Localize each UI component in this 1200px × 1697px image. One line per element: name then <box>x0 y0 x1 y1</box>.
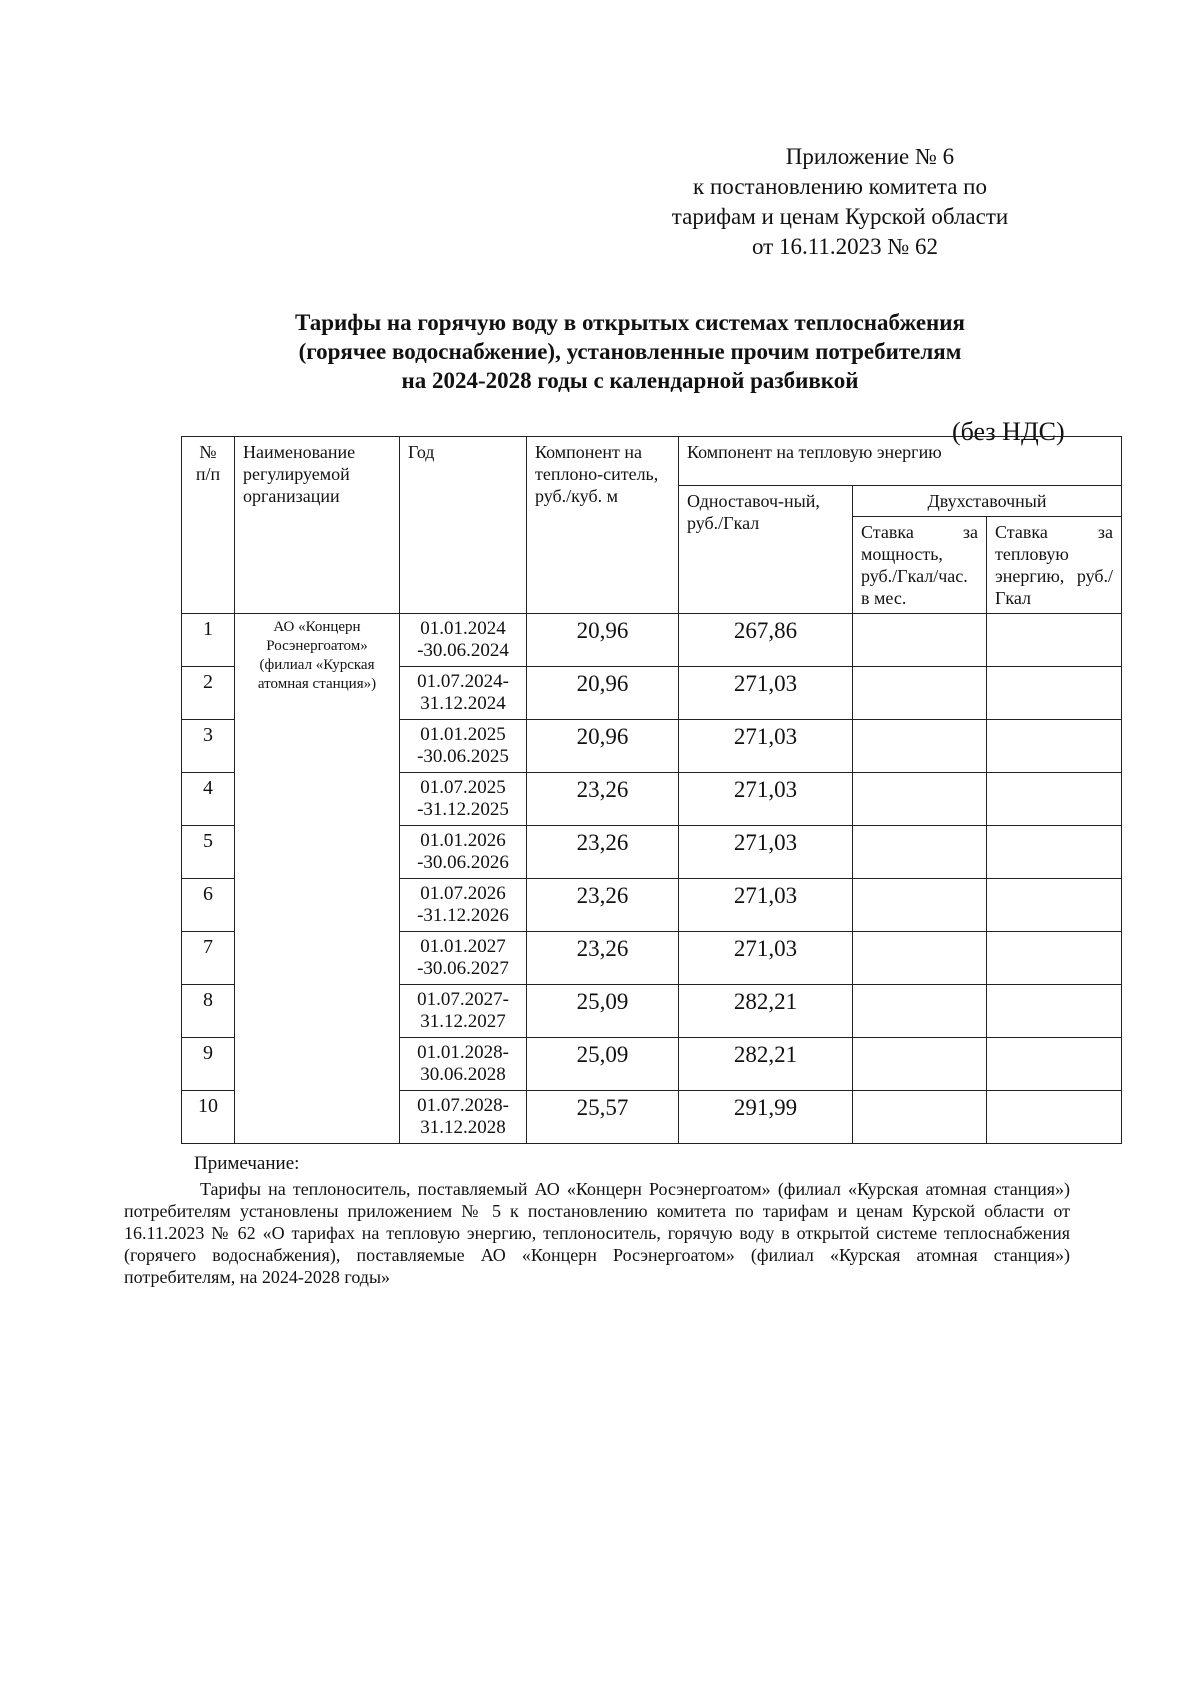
row-energy-rate <box>987 826 1122 879</box>
row-period: 01.07.2028- 31.12.2028 <box>400 1091 527 1144</box>
appendix-ref-line: к постановлению комитета по <box>693 174 987 199</box>
row-carrier: 20,96 <box>527 614 679 667</box>
row-capacity <box>853 667 987 720</box>
row-num: 10 <box>182 1091 235 1144</box>
row-one-rate: 282,21 <box>679 985 853 1038</box>
row-num: 2 <box>182 667 235 720</box>
header-year: Год <box>400 437 527 614</box>
row-one-rate: 271,03 <box>679 932 853 985</box>
row-one-rate: 282,21 <box>679 1038 853 1091</box>
document-title <box>220 308 1040 395</box>
row-carrier: 23,26 <box>527 773 679 826</box>
row-period: 01.01.2024 -30.06.2024 <box>400 614 527 667</box>
row-carrier: 20,96 <box>527 720 679 773</box>
row-capacity <box>853 826 987 879</box>
vat-note: (без НДС) <box>952 417 1065 446</box>
row-period: 01.07.2025 -31.12.2025 <box>400 773 527 826</box>
row-energy-rate <box>987 614 1122 667</box>
row-period: 01.01.2025 -30.06.2025 <box>400 720 527 773</box>
row-num: 1 <box>182 614 235 667</box>
row-one-rate: 267,86 <box>679 614 853 667</box>
row-num: 4 <box>182 773 235 826</box>
row-energy-rate <box>987 720 1122 773</box>
row-period: 01.01.2027 -30.06.2027 <box>400 932 527 985</box>
header-two-rate: Двухставочный <box>853 486 1122 517</box>
row-capacity <box>853 773 987 826</box>
row-capacity <box>853 1038 987 1091</box>
row-num: 6 <box>182 879 235 932</box>
note-text: Тарифы на теплоноситель, поставляемый АО «Концерн Росэнергоатом» (филиал «Курская атомная станция») потребителям установлены приложением № 5 к постановлению комитета по тарифам и ценам Курской области от 16.11.2023 № 62 «О тарифах на тепловую энергию, теплоноситель, горячую воду в открытой системе теплоснабжения (горячего водоснабжения), поставляемые АО «Концерн Росэнергоатом» (филиал «Курская атомная станция») потребителям, на 2024-2028 годы» <box>124 1179 1070 1287</box>
title-line-2: (горячее водоснабжение), установленные прочим потребителям <box>298 339 962 364</box>
row-carrier: 23,26 <box>527 826 679 879</box>
row-one-rate: 271,03 <box>679 879 853 932</box>
row-energy-rate <box>987 773 1122 826</box>
header-one-rate: Одноставоч-ный, руб./Гкал <box>679 486 853 614</box>
row-capacity <box>853 614 987 667</box>
row-carrier: 20,96 <box>527 667 679 720</box>
row-energy-rate <box>987 1038 1122 1091</box>
row-capacity <box>853 932 987 985</box>
note-label: Примечание: <box>194 1153 300 1174</box>
table-row <box>182 614 1122 667</box>
appendix-number: Приложение № 6 <box>785 144 955 169</box>
row-one-rate: 271,03 <box>679 773 853 826</box>
row-carrier: 23,26 <box>527 879 679 932</box>
row-period: 01.01.2028- 30.06.2028 <box>400 1038 527 1091</box>
row-capacity <box>853 720 987 773</box>
row-one-rate: 271,03 <box>679 826 853 879</box>
header-num: № п/п <box>182 437 235 614</box>
row-capacity <box>853 985 987 1038</box>
row-num: 8 <box>182 985 235 1038</box>
row-capacity <box>853 879 987 932</box>
row-carrier: 25,57 <box>527 1091 679 1144</box>
row-one-rate: 271,03 <box>679 667 853 720</box>
title-line-3: на 2024-2028 годы с календарной разбивкой <box>401 368 859 393</box>
title-line-1: Тарифы на горячую воду в открытых системах теплоснабжения <box>294 310 965 335</box>
row-carrier: 23,26 <box>527 932 679 985</box>
row-period: 01.07.2024- 31.12.2024 <box>400 667 527 720</box>
appendix-header <box>640 142 1040 262</box>
row-period: 01.07.2026 -31.12.2026 <box>400 879 527 932</box>
row-carrier: 25,09 <box>527 1038 679 1091</box>
row-period: 01.07.2027- 31.12.2027 <box>400 985 527 1038</box>
row-one-rate: 271,03 <box>679 720 853 773</box>
header-energy-rate: Ставка за тепловую энергию, руб./Гкал <box>987 517 1122 614</box>
row-energy-rate <box>987 932 1122 985</box>
header-energy: Компонент на тепловую энергию <box>679 437 1122 486</box>
row-energy-rate <box>987 667 1122 720</box>
header-capacity-rate: Ставка за мощность, руб./Гкал/час. в мес. <box>853 517 987 614</box>
header-carrier: Компонент на теплоно-ситель, руб./куб. м <box>527 437 679 614</box>
row-num: 5 <box>182 826 235 879</box>
row-num: 3 <box>182 720 235 773</box>
tariff-table <box>181 436 1122 1144</box>
row-energy-rate <box>987 1091 1122 1144</box>
row-num: 9 <box>182 1038 235 1091</box>
org-name: АО «Концерн Росэнергоатом» (филиал «Курская атомная станция») <box>235 614 400 1144</box>
row-energy-rate <box>987 879 1122 932</box>
row-carrier: 25,09 <box>527 985 679 1038</box>
appendix-date-line: от 16.11.2023 № 62 <box>751 234 939 259</box>
row-period: 01.01.2026 -30.06.2026 <box>400 826 527 879</box>
row-capacity <box>853 1091 987 1144</box>
header-org: Наименование регулируемой организации <box>235 437 400 614</box>
appendix-committee-line: тарифам и ценам Курской области <box>671 204 1009 229</box>
row-energy-rate <box>987 985 1122 1038</box>
row-one-rate: 291,99 <box>679 1091 853 1144</box>
row-num: 7 <box>182 932 235 985</box>
